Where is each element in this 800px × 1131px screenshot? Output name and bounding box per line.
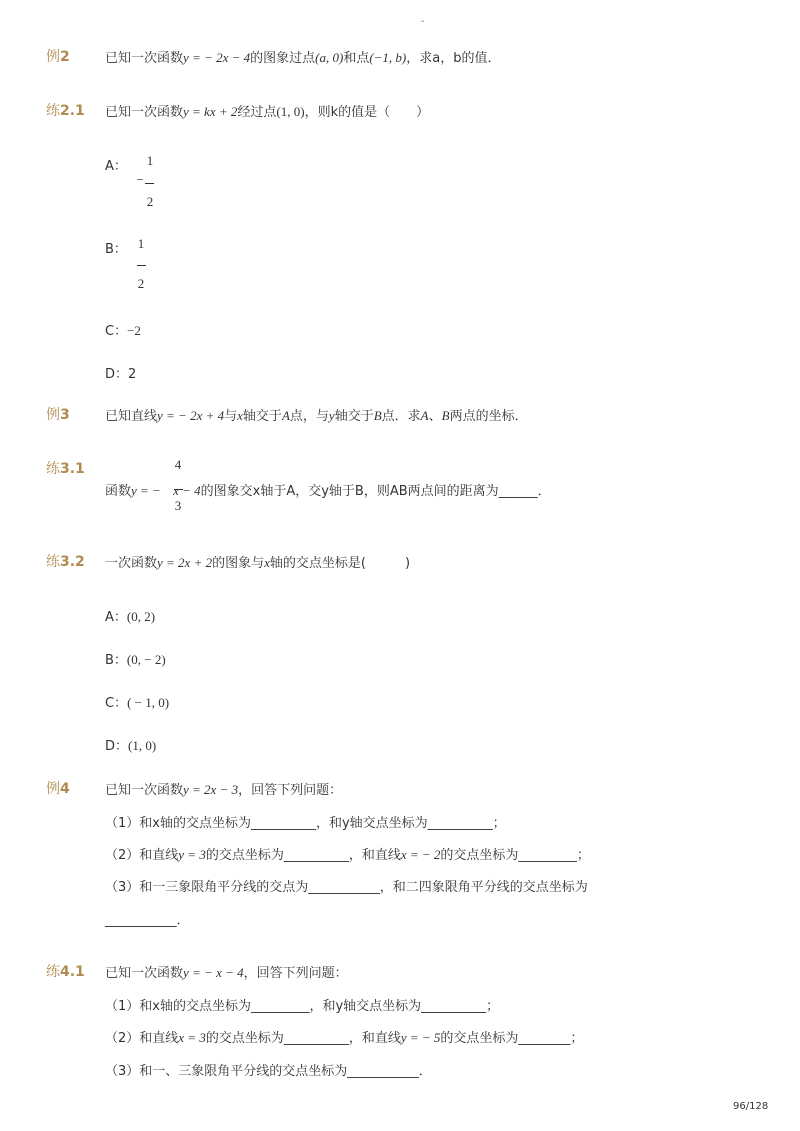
practice-4-1-line-3: （3）和一、三象限角平分线的交点坐标为___________． <box>105 1064 432 1079</box>
example-4-line-3: （3）和一三象限角平分线的交点为___________，和二四象限角平分线的交点坐标为 <box>105 880 588 895</box>
practice-3-1-label: 练3.1 <box>46 461 85 477</box>
practice-4-1-text: 已知一次函数y = − x − 4，回答下列问题： <box>105 965 348 981</box>
option-b: B：(0, − 2) <box>105 652 166 668</box>
practice-3-1-numerator: 4 <box>174 457 182 472</box>
option-a-sign: − <box>136 172 144 187</box>
option-d: D：(1, 0) <box>105 738 157 754</box>
example-2-text: 已知一次函数y = − 2x − 4的图象过点(a, 0)和点(−1, b)，求a，b的值． <box>105 50 501 66</box>
option-a-key: A： <box>105 159 127 174</box>
option-d: D：2 <box>105 367 137 382</box>
practice-3-1-denominator: 3 <box>174 498 182 513</box>
practice-4-1-line-1: （1）和x轴的交点坐标为_________，和y轴交点坐标为__________； <box>105 999 500 1014</box>
practice-3-1-text: 函数y = − x − 4的图象交x轴于A，交y轴于B，则AB两点间的距离为______． <box>105 483 551 499</box>
example-3-label: 例3 <box>46 407 70 423</box>
example-4-line-1: （1）和x轴的交点坐标为__________，和y轴交点坐标为__________； <box>105 816 506 831</box>
option-b-denominator: 2 <box>137 276 145 291</box>
practice-3-2-label: 练3.2 <box>46 554 85 570</box>
page-number: 96/128 <box>733 1101 769 1112</box>
practice-3-2-text: 一次函数y = 2x + 2的图象与x轴的交点坐标是( ) <box>105 555 411 571</box>
practice-2-1-label: 练2.1 <box>46 103 85 119</box>
example-2-label: 例2 <box>46 49 70 65</box>
option-b-fraction-bar <box>137 265 146 266</box>
option-b-key: B： <box>105 242 127 257</box>
practice-4-1-label: 练4.1 <box>46 964 85 980</box>
option-a-fraction-bar <box>145 183 154 184</box>
option-c: C：−2 <box>105 323 141 339</box>
option-c: C：( − 1, 0) <box>105 695 170 711</box>
option-a: A：(0, 2) <box>105 609 156 625</box>
example-4-line-4: ___________． <box>105 913 190 928</box>
practice-4-1-line-2: （2）和直线x = 3的交点坐标为__________，和直线y = − 5的交点坐标为________； <box>105 1030 584 1046</box>
option-b-numerator: 1 <box>137 236 145 251</box>
header-mark: - <box>421 16 425 27</box>
option-a-denominator: 2 <box>146 194 154 209</box>
example-3-text: 已知直线y = − 2x + 4与x轴交于A点，与y轴交于B点．求A、B两点的坐标． <box>105 408 528 424</box>
example-4-label: 例4 <box>46 781 70 797</box>
example-4-line-2: （2）和直线y = 3的交点坐标为__________，和直线x = − 2的交点坐标为_________； <box>105 847 590 863</box>
example-4-text: 已知一次函数y = 2x − 3，回答下列问题： <box>105 782 343 798</box>
option-a-numerator: 1 <box>146 153 154 168</box>
practice-2-1-text: 已知一次函数y = kx + 2经过点(1, 0)，则k的值是（ ） <box>105 104 430 120</box>
